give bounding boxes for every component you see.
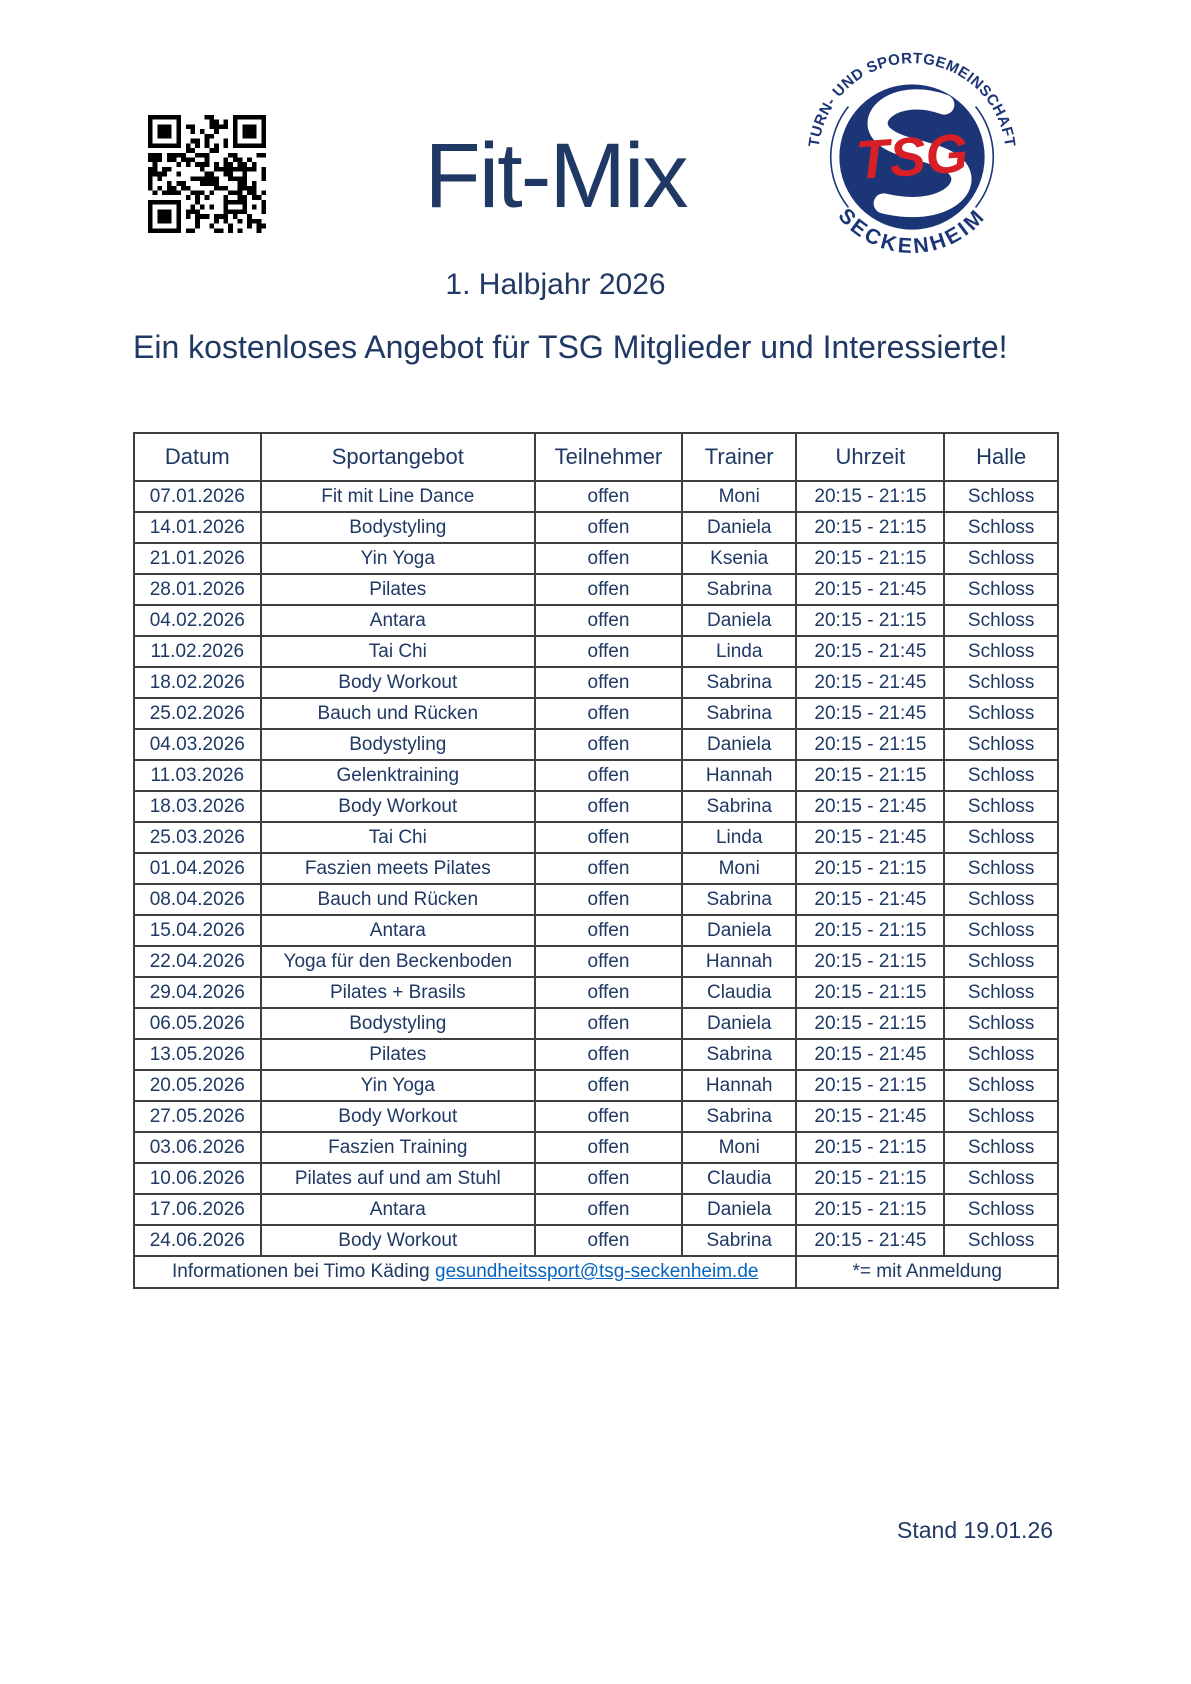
column-header-teilnehmer: Teilnehmer bbox=[535, 433, 682, 481]
table-cell: Moni bbox=[682, 481, 797, 512]
table-cell: 20:15 - 21:15 bbox=[796, 512, 944, 543]
table-cell: Bodystyling bbox=[261, 729, 535, 760]
stand-date: Stand 19.01.26 bbox=[897, 1517, 1054, 1543]
table-cell: 20:15 - 21:45 bbox=[796, 698, 944, 729]
table-cell: 10.06.2026 bbox=[134, 1163, 261, 1194]
table-row bbox=[134, 853, 1058, 884]
table-cell: offen bbox=[535, 729, 682, 760]
table-cell: 20:15 - 21:45 bbox=[796, 636, 944, 667]
table-cell: offen bbox=[535, 605, 682, 636]
table-cell: Schloss bbox=[944, 1132, 1058, 1163]
table-cell: Daniela bbox=[682, 512, 797, 543]
table-cell: offen bbox=[535, 1225, 682, 1256]
table-cell: Hannah bbox=[682, 760, 797, 791]
table-cell: Schloss bbox=[944, 1070, 1058, 1101]
table-cell: Schloss bbox=[944, 605, 1058, 636]
table-cell: Schloss bbox=[944, 1163, 1058, 1194]
table-row bbox=[134, 946, 1058, 977]
table-cell: 20:15 - 21:45 bbox=[796, 1039, 944, 1070]
table-cell: Moni bbox=[682, 1132, 797, 1163]
table-row bbox=[134, 1101, 1058, 1132]
table-cell: 20:15 - 21:15 bbox=[796, 946, 944, 977]
table-cell: offen bbox=[535, 512, 682, 543]
table-row bbox=[134, 667, 1058, 698]
schedule-body bbox=[134, 481, 1058, 1256]
table-row bbox=[134, 1070, 1058, 1101]
logo-ring-text-top: TURN- UND SPORTGEMEINSCHAFT bbox=[805, 50, 1019, 149]
table-cell: offen bbox=[535, 1132, 682, 1163]
table-cell: offen bbox=[535, 481, 682, 512]
table-cell: Bauch und Rücken bbox=[261, 698, 535, 729]
table-cell: Schloss bbox=[944, 512, 1058, 543]
table-cell: offen bbox=[535, 1194, 682, 1225]
table-cell: 20:15 - 21:15 bbox=[796, 1132, 944, 1163]
table-cell: 20:15 - 21:45 bbox=[796, 884, 944, 915]
table-cell: 11.02.2026 bbox=[134, 636, 261, 667]
schedule-footer bbox=[134, 1256, 1058, 1288]
table-cell: offen bbox=[535, 791, 682, 822]
table-cell: Hannah bbox=[682, 1070, 797, 1101]
table-cell: Claudia bbox=[682, 1163, 797, 1194]
table-cell: Yin Yoga bbox=[261, 1070, 535, 1101]
table-row bbox=[134, 543, 1058, 574]
table-cell: Schloss bbox=[944, 667, 1058, 698]
table-cell: 29.04.2026 bbox=[134, 977, 261, 1008]
table-cell: 20:15 - 21:45 bbox=[796, 1101, 944, 1132]
table-cell: Tai Chi bbox=[261, 822, 535, 853]
table-cell: Schloss bbox=[944, 791, 1058, 822]
table-cell: 04.03.2026 bbox=[134, 729, 261, 760]
table-cell: 20:15 - 21:15 bbox=[796, 977, 944, 1008]
table-cell: 20.05.2026 bbox=[134, 1070, 261, 1101]
table-cell: Linda bbox=[682, 636, 797, 667]
table-cell: Hannah bbox=[682, 946, 797, 977]
table-cell: Body Workout bbox=[261, 1101, 535, 1132]
logo-monogram: TSG bbox=[853, 122, 970, 191]
table-cell: 11.03.2026 bbox=[134, 760, 261, 791]
table-cell: Schloss bbox=[944, 1194, 1058, 1225]
table-cell: Daniela bbox=[682, 729, 797, 760]
table-cell: 14.01.2026 bbox=[134, 512, 261, 543]
table-row bbox=[134, 1132, 1058, 1163]
table-cell: 07.01.2026 bbox=[134, 481, 261, 512]
table-cell: Sabrina bbox=[682, 698, 797, 729]
table-cell: Schloss bbox=[944, 574, 1058, 605]
table-row bbox=[134, 729, 1058, 760]
table-cell: Daniela bbox=[682, 1194, 797, 1225]
table-cell: Daniela bbox=[682, 915, 797, 946]
table-cell: Sabrina bbox=[682, 667, 797, 698]
table-cell: Schloss bbox=[944, 977, 1058, 1008]
table-row bbox=[134, 698, 1058, 729]
table-cell: Schloss bbox=[944, 760, 1058, 791]
table-cell: Schloss bbox=[944, 636, 1058, 667]
table-cell: Bodystyling bbox=[261, 512, 535, 543]
table-row bbox=[134, 977, 1058, 1008]
table-cell: 04.02.2026 bbox=[134, 605, 261, 636]
table-cell: offen bbox=[535, 543, 682, 574]
email-link[interactable]: gesundheitssport@tsg-seckenheim.de bbox=[435, 1261, 759, 1282]
table-cell: 20:15 - 21:45 bbox=[796, 574, 944, 605]
table-row bbox=[134, 1194, 1058, 1225]
table-row bbox=[134, 1225, 1058, 1256]
table-cell: 20:15 - 21:15 bbox=[796, 543, 944, 574]
table-cell: offen bbox=[535, 1008, 682, 1039]
subtitle: 1. Halbjahr 2026 bbox=[445, 268, 666, 301]
column-header-datum: Datum bbox=[134, 433, 261, 481]
table-cell: 20:15 - 21:15 bbox=[796, 1163, 944, 1194]
table-cell: Sabrina bbox=[682, 1101, 797, 1132]
table-row bbox=[134, 884, 1058, 915]
table-cell: Schloss bbox=[944, 915, 1058, 946]
tagline: Ein kostenloses Angebot für TSG Mitglieder und Interessierte! bbox=[133, 329, 1008, 365]
table-cell: 08.04.2026 bbox=[134, 884, 261, 915]
table-cell: 20:15 - 21:15 bbox=[796, 605, 944, 636]
table-cell: Schloss bbox=[944, 822, 1058, 853]
table-cell: 22.04.2026 bbox=[134, 946, 261, 977]
table-cell: Bodystyling bbox=[261, 1008, 535, 1039]
table-cell: Schloss bbox=[944, 884, 1058, 915]
table-cell: Ksenia bbox=[682, 543, 797, 574]
table-cell: Claudia bbox=[682, 977, 797, 1008]
table-cell: 20:15 - 21:15 bbox=[796, 729, 944, 760]
table-cell: Body Workout bbox=[261, 791, 535, 822]
table-cell: Schloss bbox=[944, 481, 1058, 512]
table-cell: Fit mit Line Dance bbox=[261, 481, 535, 512]
table-cell: offen bbox=[535, 636, 682, 667]
column-header-trainer: Trainer bbox=[682, 433, 797, 481]
table-cell: offen bbox=[535, 1070, 682, 1101]
table-cell: offen bbox=[535, 667, 682, 698]
table-cell: Daniela bbox=[682, 1008, 797, 1039]
table-cell: Yin Yoga bbox=[261, 543, 535, 574]
table-cell: 20:15 - 21:15 bbox=[796, 1194, 944, 1225]
logo-ring-text-bottom: SECKENHEIM bbox=[833, 204, 991, 259]
table-cell: Pilates bbox=[261, 1039, 535, 1070]
table-row bbox=[134, 636, 1058, 667]
table-cell: Faszien Training bbox=[261, 1132, 535, 1163]
footer-info-cell bbox=[134, 1256, 796, 1288]
table-cell: Antara bbox=[261, 1194, 535, 1225]
table-row bbox=[134, 1163, 1058, 1194]
table-row bbox=[134, 822, 1058, 853]
table-cell: offen bbox=[535, 574, 682, 605]
table-cell: Sabrina bbox=[682, 574, 797, 605]
table-cell: Faszien meets Pilates bbox=[261, 853, 535, 884]
table-row bbox=[134, 605, 1058, 636]
table-cell: offen bbox=[535, 1163, 682, 1194]
table-cell: Sabrina bbox=[682, 791, 797, 822]
table-cell: Sabrina bbox=[682, 1039, 797, 1070]
table-cell: offen bbox=[535, 946, 682, 977]
table-row bbox=[134, 791, 1058, 822]
table-row bbox=[134, 915, 1058, 946]
table-cell: 25.02.2026 bbox=[134, 698, 261, 729]
table-cell: Tai Chi bbox=[261, 636, 535, 667]
table-cell: offen bbox=[535, 915, 682, 946]
table-cell: 20:15 - 21:15 bbox=[796, 853, 944, 884]
table-cell: Pilates auf und am Stuhl bbox=[261, 1163, 535, 1194]
table-cell: 20:15 - 21:45 bbox=[796, 791, 944, 822]
table-row bbox=[134, 481, 1058, 512]
table-cell: Schloss bbox=[944, 1039, 1058, 1070]
table-cell: Schloss bbox=[944, 1225, 1058, 1256]
table-cell: 03.06.2026 bbox=[134, 1132, 261, 1163]
table-cell: Schloss bbox=[944, 1101, 1058, 1132]
table-cell: offen bbox=[535, 760, 682, 791]
table-cell: offen bbox=[535, 853, 682, 884]
table-cell: 18.03.2026 bbox=[134, 791, 261, 822]
tsg-logo-image bbox=[801, 46, 1023, 268]
page-title: Fit-Mix bbox=[424, 125, 687, 227]
table-cell: 20:15 - 21:15 bbox=[796, 1008, 944, 1039]
table-cell: 24.06.2026 bbox=[134, 1225, 261, 1256]
table-cell: 06.05.2026 bbox=[134, 1008, 261, 1039]
table-cell: 27.05.2026 bbox=[134, 1101, 261, 1132]
table-cell: Sabrina bbox=[682, 884, 797, 915]
header-row bbox=[134, 433, 1058, 481]
table-cell: Body Workout bbox=[261, 1225, 535, 1256]
tsg-logo bbox=[801, 46, 1023, 268]
table-cell: Schloss bbox=[944, 698, 1058, 729]
table-cell: offen bbox=[535, 884, 682, 915]
table-cell: Gelenktraining bbox=[261, 760, 535, 791]
table-cell: Body Workout bbox=[261, 667, 535, 698]
table-cell: Pilates + Brasils bbox=[261, 977, 535, 1008]
footer-info-text: Informationen bei Timo Käding bbox=[172, 1261, 435, 1282]
column-header-uhrzeit: Uhrzeit bbox=[796, 433, 944, 481]
table-row bbox=[134, 574, 1058, 605]
table-row bbox=[134, 1039, 1058, 1070]
schedule-table bbox=[133, 432, 1059, 1289]
table-cell: Linda bbox=[682, 822, 797, 853]
table-cell: 20:15 - 21:15 bbox=[796, 915, 944, 946]
table-cell: Antara bbox=[261, 915, 535, 946]
table-cell: Schloss bbox=[944, 543, 1058, 574]
table-cell: 20:15 - 21:45 bbox=[796, 667, 944, 698]
table-cell: 28.01.2026 bbox=[134, 574, 261, 605]
table-cell: Schloss bbox=[944, 1008, 1058, 1039]
table-cell: offen bbox=[535, 1039, 682, 1070]
table-cell: 20:15 - 21:15 bbox=[796, 1070, 944, 1101]
table-row bbox=[134, 1008, 1058, 1039]
table-cell: 21.01.2026 bbox=[134, 543, 261, 574]
footer-note-cell: *= mit Anmeldung bbox=[796, 1256, 1058, 1288]
schedule-header bbox=[134, 433, 1058, 481]
table-row bbox=[134, 512, 1058, 543]
table-cell: 15.04.2026 bbox=[134, 915, 261, 946]
table-cell: Pilates bbox=[261, 574, 535, 605]
table-cell: Yoga für den Beckenboden bbox=[261, 946, 535, 977]
table-cell: Schloss bbox=[944, 853, 1058, 884]
table-cell: 25.03.2026 bbox=[134, 822, 261, 853]
column-header-halle: Halle bbox=[944, 433, 1058, 481]
table-cell: offen bbox=[535, 1101, 682, 1132]
footer-row bbox=[134, 1256, 1058, 1288]
table-cell: 13.05.2026 bbox=[134, 1039, 261, 1070]
table-cell: Schloss bbox=[944, 946, 1058, 977]
table-row bbox=[134, 760, 1058, 791]
table-cell: offen bbox=[535, 698, 682, 729]
table-cell: Sabrina bbox=[682, 1225, 797, 1256]
table-cell: 01.04.2026 bbox=[134, 853, 261, 884]
column-header-sportangebot: Sportangebot bbox=[261, 433, 535, 481]
table-cell: Antara bbox=[261, 605, 535, 636]
table-cell: Daniela bbox=[682, 605, 797, 636]
table-cell: 20:15 - 21:15 bbox=[796, 481, 944, 512]
table-cell: Moni bbox=[682, 853, 797, 884]
table-cell: 20:15 - 21:15 bbox=[796, 760, 944, 791]
table-cell: 20:15 - 21:45 bbox=[796, 1225, 944, 1256]
table-cell: 20:15 - 21:45 bbox=[796, 822, 944, 853]
table-cell: Schloss bbox=[944, 729, 1058, 760]
table-cell: Bauch und Rücken bbox=[261, 884, 535, 915]
table-cell: 18.02.2026 bbox=[134, 667, 261, 698]
table-cell: 17.06.2026 bbox=[134, 1194, 261, 1225]
table-cell: offen bbox=[535, 822, 682, 853]
table-cell: offen bbox=[535, 977, 682, 1008]
